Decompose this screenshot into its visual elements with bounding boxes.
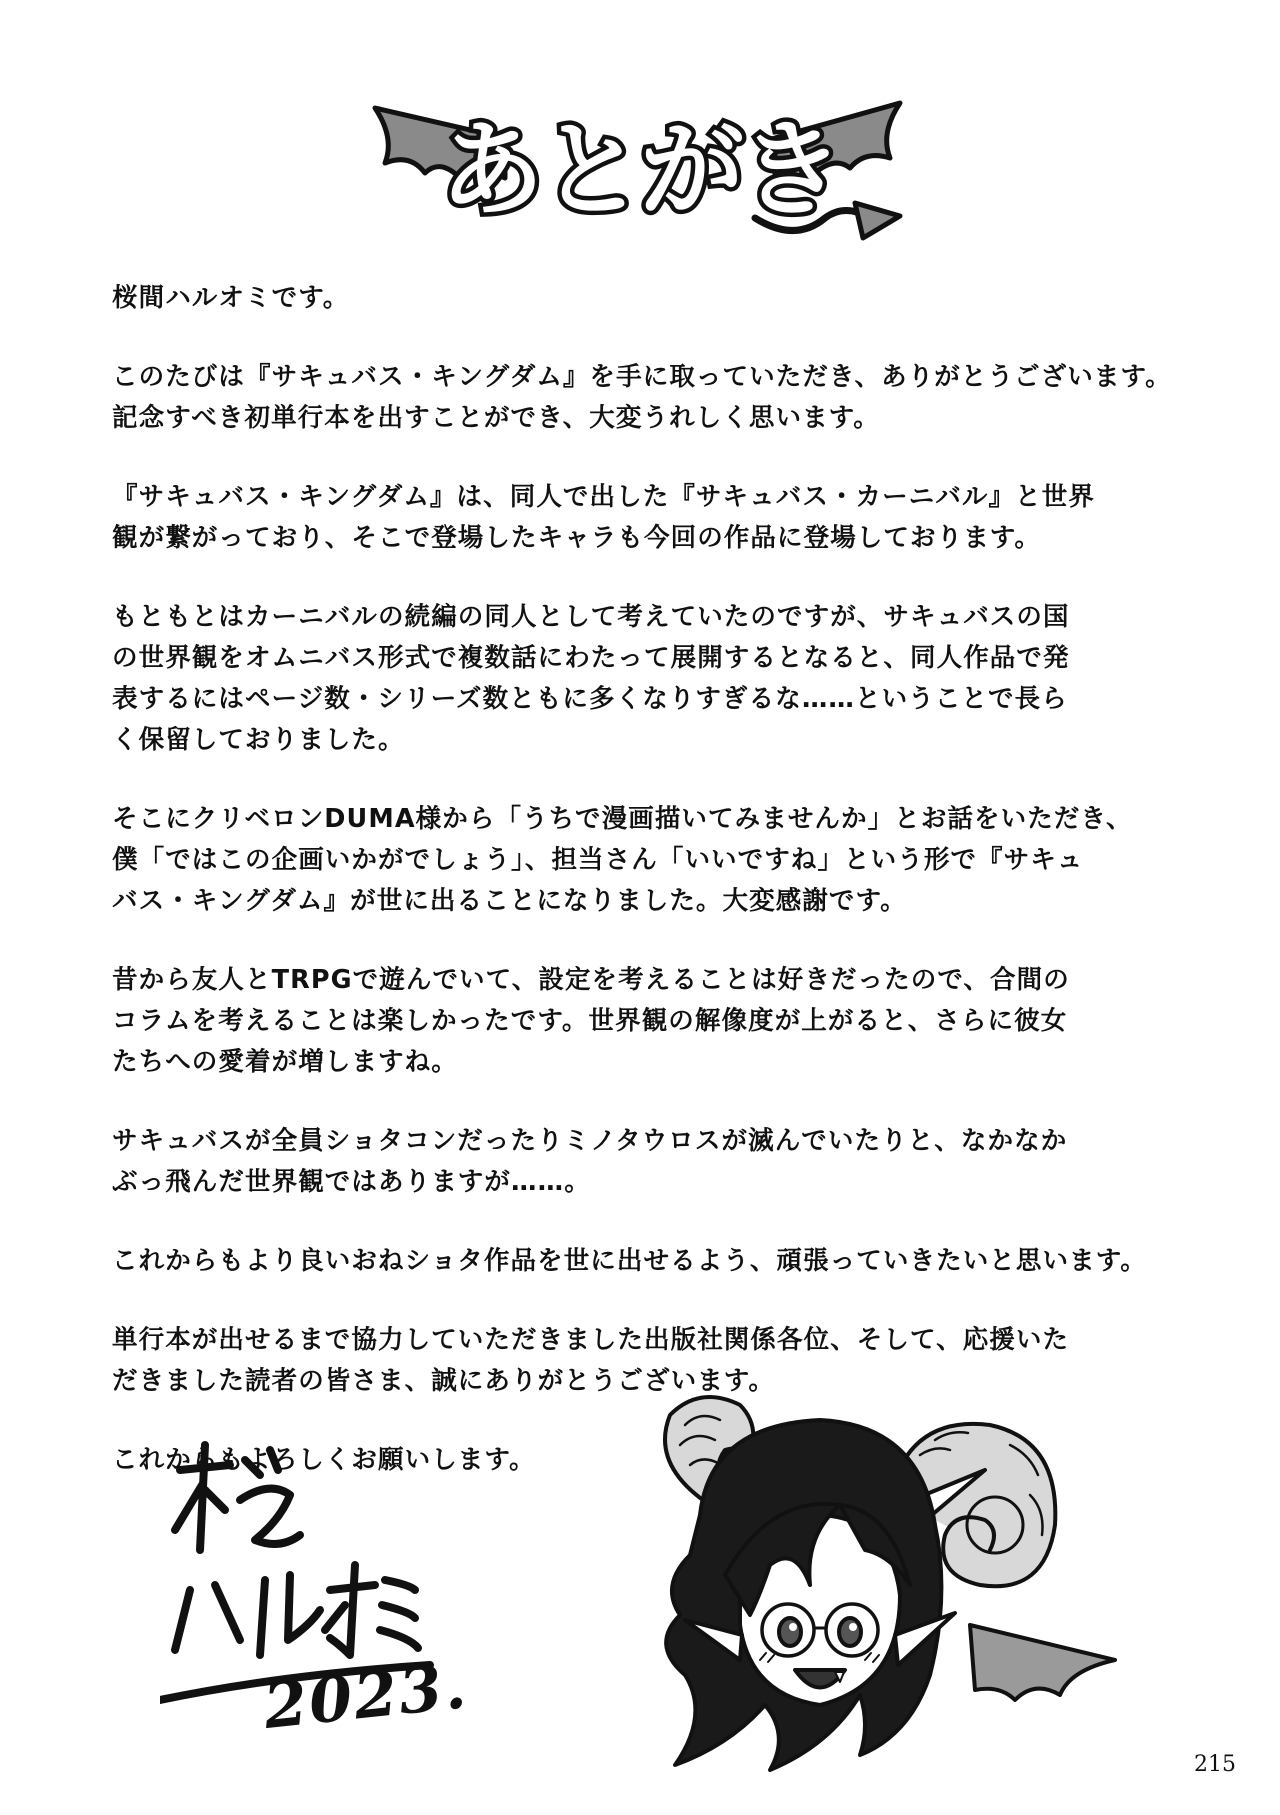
paragraph: 『サキュバス・キングダム』は、同人で出した『サキュバス・カーニバル』と世界 観が繋がっており、そこで登場したキャラも今回の作品に登場しております。 [112,482,1095,553]
paragraph: 単行本が出せるまで協力していただきました出版社関係各位、そして、応援いた だきました読者の皆さま、誠にありがとうございます。 [112,1325,1070,1396]
page-title: あとがき [439,109,841,231]
succubus-character-illustration [590,1385,1130,1785]
paragraph: 昔から友人とTRPGで遊んでいて、設定を考えることは好きだったので、合間の コラムを考えることは楽しかったです。世界観の解像度が上がると、さらに彼女 たちへの愛着が増しますね。 [112,965,1070,1077]
page-number: 215 [1194,1752,1236,1777]
paragraph: このたびは『サキュバス・キングダム』を手に取っていただき、ありがとうございます。 記念すべき初単行本を出すことができ、大変うれしく思います。 [112,362,1172,433]
paragraph: これからもよろしくお願いします。 [112,1445,536,1475]
paragraph: もともとはカーニバルの続編の同人として考えていたのですが、サキュバスの国 の世界観をオムニバス形式で複数話にわたって展開するとなると、同人作品で発 表するにはページ数・シリーズ数ともに多くなりすぎるな……ということで長ら く保留しておりました。 [112,602,1070,755]
paragraph: そこにクリベロンDUMA様から「うちで漫画描いてみませんか」とお話をいただき、 僕「ではこの企画いかがでしょう」、担当さん「いいですね」という形で『サキュ バス・キングダム』が世に出ることになりました。大変感謝です。 [112,804,1133,916]
paragraph: これからもより良いおねショタ作品を世に出せるよう、頑張っていきたいと思います。 [112,1246,1147,1276]
paragraph: 桜間ハルオミです。 [112,283,350,313]
signature-year: 2023. [260,1649,472,1743]
paragraph: サキュバスが全員ショタコンだったりミノタウロスが滅んでいたりと、なかなか ぶっ飛んだ世界観ではありますが……。 [112,1126,1068,1197]
afterword-body [112,278,1172,1519]
afterword-title-logo [355,68,925,258]
